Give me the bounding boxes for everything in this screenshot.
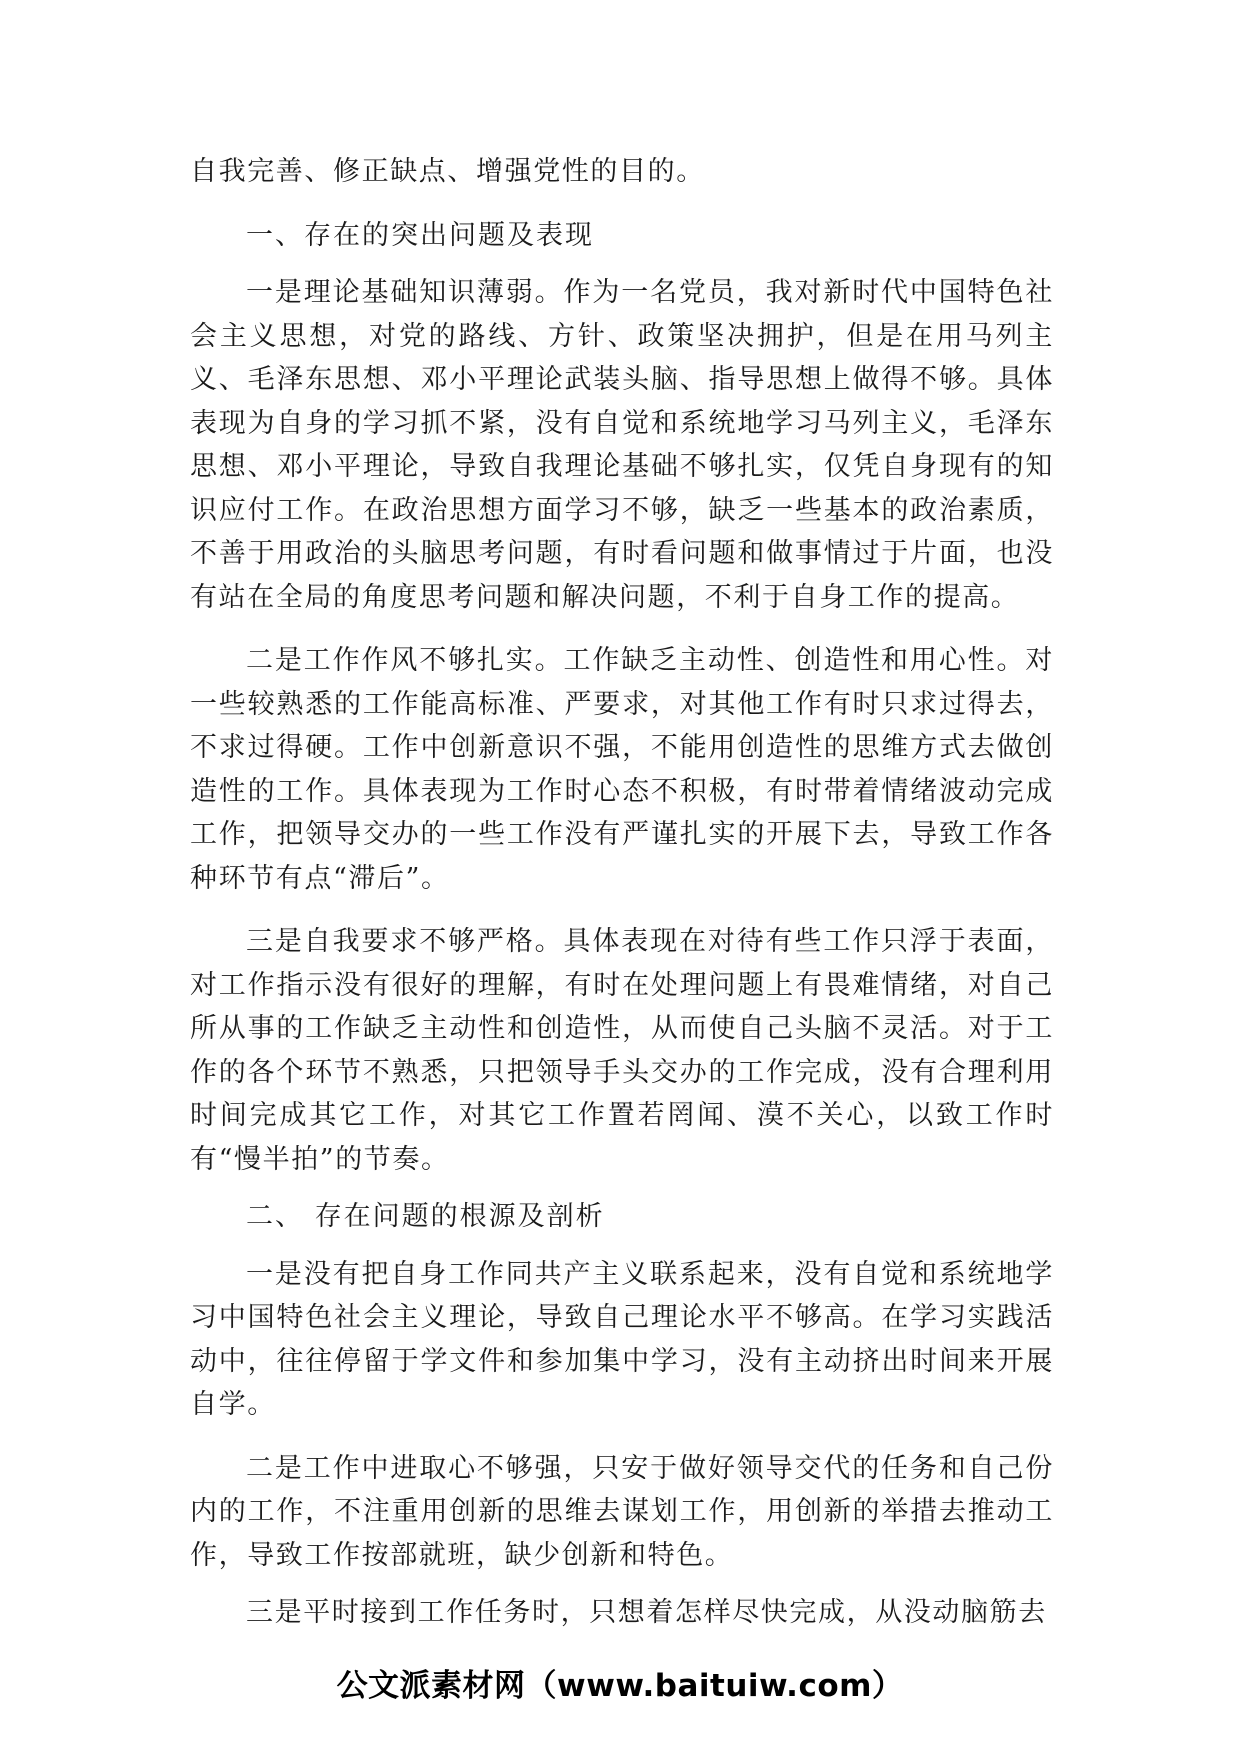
paragraph-continuation: 自我完善、修正缺点、增强党性的目的。 xyxy=(190,156,705,187)
paragraph-cause-three: 三是平时接到工作任务时，只想着怎样尽快完成，从没动脑筋去 xyxy=(246,1597,1047,1628)
paragraph-work-style: 二是工作作风不够扎实。工作缺乏主动性、创造性和用心性。对一些较熟悉的工作能高标准、严要求，对其他工作有时只求过得去，不求过得硬。工作中创新意识不强，不能用创造性的思维方式去做创造性的工作。具体表现为工作时心态不积极，有时带着情绪波动完成工作，把领导交办的一些工作没有严谨扎实的开展下去，导致工作各种环节有点“滞后”。 xyxy=(190,645,1054,894)
section-heading-root-causes: 二、 存在问题的根源及剖析 xyxy=(246,1201,605,1232)
paragraph-cause-two: 二是工作中进取心不够强，只安于做好领导交代的任务和自己份内的工作，不注重用创新的思维去谋划工作，用创新的举措去推动工作，导致工作按部就班，缺少创新和特色。 xyxy=(190,1452,1054,1571)
footer-watermark: 公文派素材网（www.baituiw.com） xyxy=(336,1668,904,1704)
paragraph-cause-one: 一是没有把自身工作同共产主义联系起来，没有自觉和系统地学习中国特色社会主义理论，导致自己理论水平不够高。在学习实践活动中，往往停留于学文件和参加集中学习，没有主动挤出时间来开展自学。 xyxy=(190,1258,1054,1420)
paragraph-theory-weak: 一是理论基础知识薄弱。作为一名党员，我对新时代中国特色社会主义思想，对党的路线、方针、政策坚决拥护，但是在用马列主义、毛泽东思想、邓小平理论武装头脑、指导思想上做得不够。具体表现为自身的学习抓不紧，没有自觉和系统地学习马列主义，毛泽东思想、邓小平理论，导致自我理论基础不够扎实，仅凭自身现有的知识应付工作。在政治思想方面学习不够，缺乏一些基本的政治素质，不善于用政治的头脑思考问题，有时看问题和做事情过于片面，也没有站在全局的角度思考问题和解决问题，不利于自身工作的提高。 xyxy=(190,277,1054,613)
section-heading-problems: 一、存在的突出问题及表现 xyxy=(246,219,594,251)
paragraph-self-requirement: 三是自我要求不够严格。具体表现在对待有些工作只浮于表面，对工作指示没有很好的理解，有时在处理问题上有畏难情绪，对自己所从事的工作缺乏主动性和创造性，从而使自己头脑不灵活。对于工作的各个环节不熟悉，只把领导手头交办的工作完成，没有合理利用时间完成其它工作，对其它工作置若罔闻、漠不关心，以致工作时有“慢半拍”的节奏。 xyxy=(190,926,1054,1175)
document-body xyxy=(190,150,1054,1635)
